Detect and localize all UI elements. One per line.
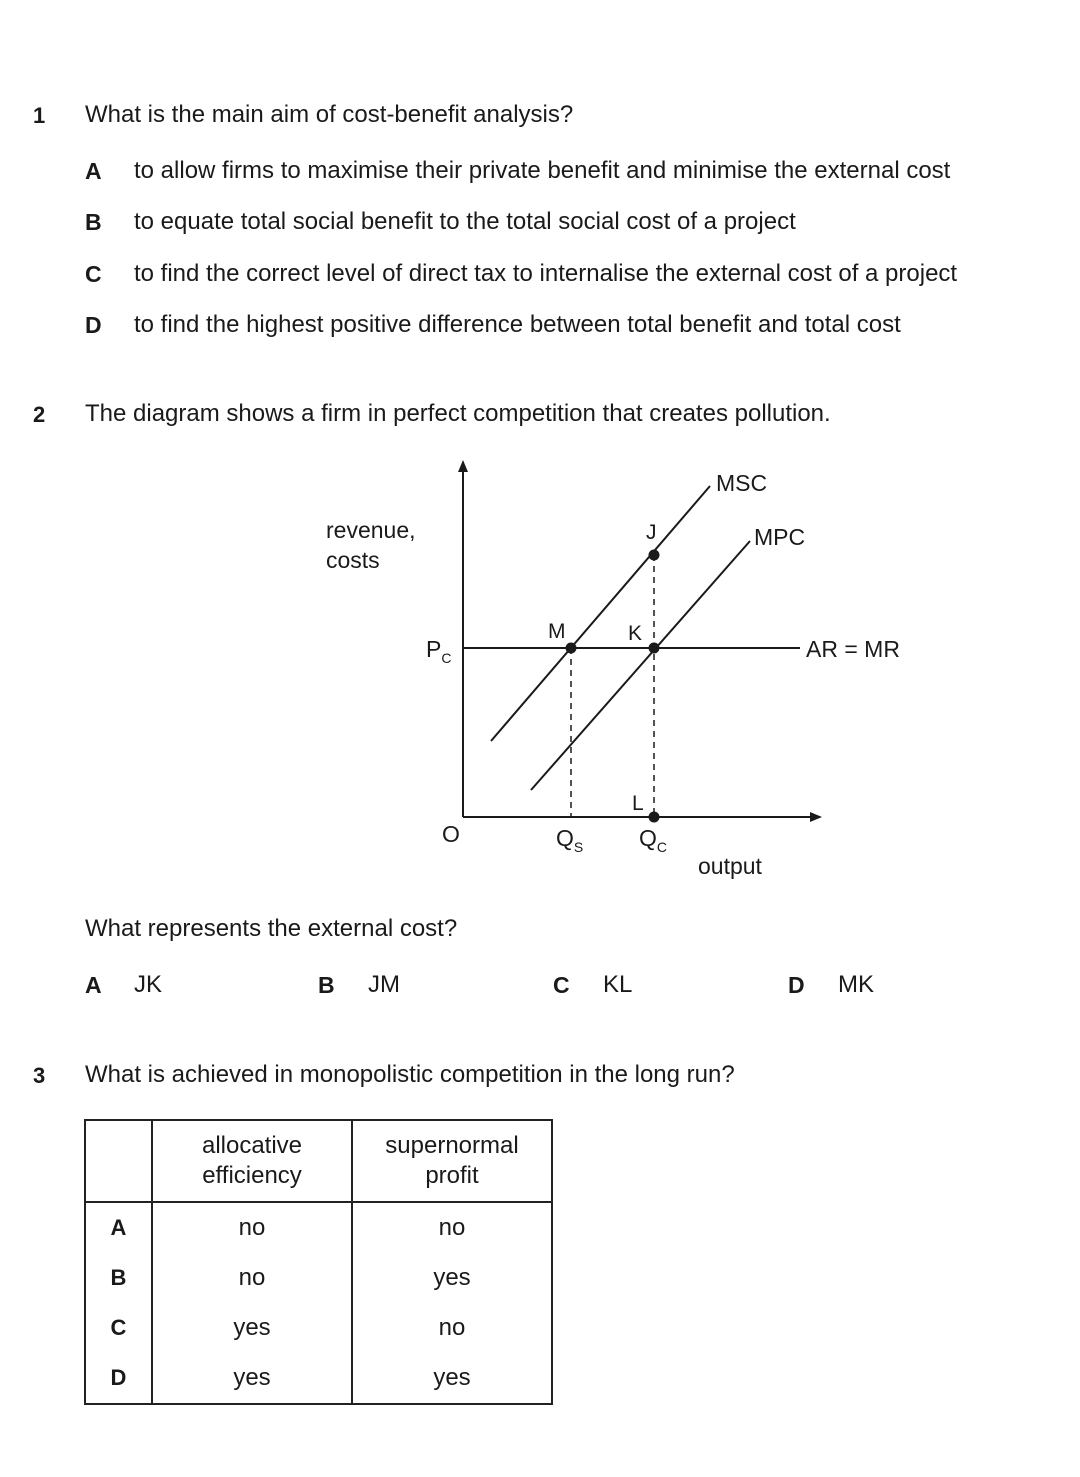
row-letter: A [85,1202,152,1253]
table-header-row [85,1120,552,1202]
table-row [85,1303,552,1353]
row-letter: C [85,1303,152,1353]
question-1-number: 1 [33,103,46,128]
q2-option-d-text: MK [838,971,874,998]
msc-curve [491,486,710,741]
answer-table [84,1119,553,1405]
point-k-label: K [628,622,643,645]
allocative-efficiency-cell: no [152,1253,352,1303]
point-m-label: M [548,620,566,643]
point-j-label: J [646,521,657,544]
q1-option-b-text: to equate total social benefit to the total social cost of a project [134,208,796,235]
supernormal-profit-cell: yes [352,1253,552,1303]
mpc-label: MPC [754,524,806,550]
qs-label: $Q_S$ [556,825,584,855]
header-line: efficiency [202,1162,302,1189]
allocative-efficiency-cell: yes [152,1303,352,1353]
q1-option-c-letter: C [85,261,102,287]
point-l-label: L [632,792,644,815]
x-axis-label: output [698,853,762,879]
allocative-efficiency-cell: no [152,1202,352,1253]
q1-option-d-text: to find the highest positive difference between total benefit and total cost [134,311,901,338]
allocative-efficiency-cell: yes [152,1353,352,1404]
mpc-curve [531,541,750,790]
q2-option-c-text: KL [603,971,633,998]
point-k [649,643,660,654]
question-2-prompt: What represents the external cost? [85,915,458,942]
supernormal-profit-cell: no [352,1202,552,1253]
q2-option-d-letter: D [788,972,805,998]
point-l [649,812,660,823]
point-m [566,643,577,654]
header-line: profit [425,1162,479,1189]
q2-option-c-letter: C [553,972,570,998]
point-j [649,550,660,561]
q1-option-d-letter: D [85,312,102,338]
row-letter: B [85,1253,152,1303]
header-line: allocative [201,1132,303,1159]
row-letter: D [85,1353,152,1404]
price-label: $P_C$ [426,636,452,666]
q2-option-a-letter: A [85,972,102,998]
origin-label: O [442,821,460,847]
table-header-blank [85,1120,152,1202]
table-row [85,1202,552,1253]
table-row [85,1353,552,1404]
q2-option-a-text: JK [134,971,163,998]
question-1-text: What is the main aim of cost-benefit analysis? [85,101,574,128]
question-2-number: 2 [33,402,46,427]
q1-option-c-text: to find the correct level of direct tax to internalise the external cost of a project [134,260,958,287]
question-3-text: What is achieved in monopolistic competition in the long run? [85,1061,735,1088]
y-axis-label-line2: costs [326,547,380,573]
supernormal-profit-cell: no [352,1303,552,1353]
q2-option-b-text: JM [368,971,400,998]
table-header-allocative-efficiency [152,1120,352,1202]
supernormal-profit-cell: yes [352,1353,552,1404]
msc-label: MSC [716,470,768,496]
qc-label: $Q_C$ [639,825,668,855]
y-axis-label-line1: revenue, [326,517,416,543]
ar-mr-label: AR = MR [806,636,900,662]
q1-option-b-letter: B [85,209,102,235]
q1-option-a-text: to allow firms to maximise their private benefit and minimise the external cost [134,157,951,184]
header-line: supernormal [385,1132,519,1159]
table-row [85,1253,552,1303]
q1-option-a-letter: A [85,158,102,184]
question-2-text: The diagram shows a firm in perfect competition that creates pollution. [85,400,831,427]
table-header-supernormal-profit [352,1120,552,1202]
question-3-number: 3 [33,1063,46,1088]
q2-option-b-letter: B [318,972,335,998]
